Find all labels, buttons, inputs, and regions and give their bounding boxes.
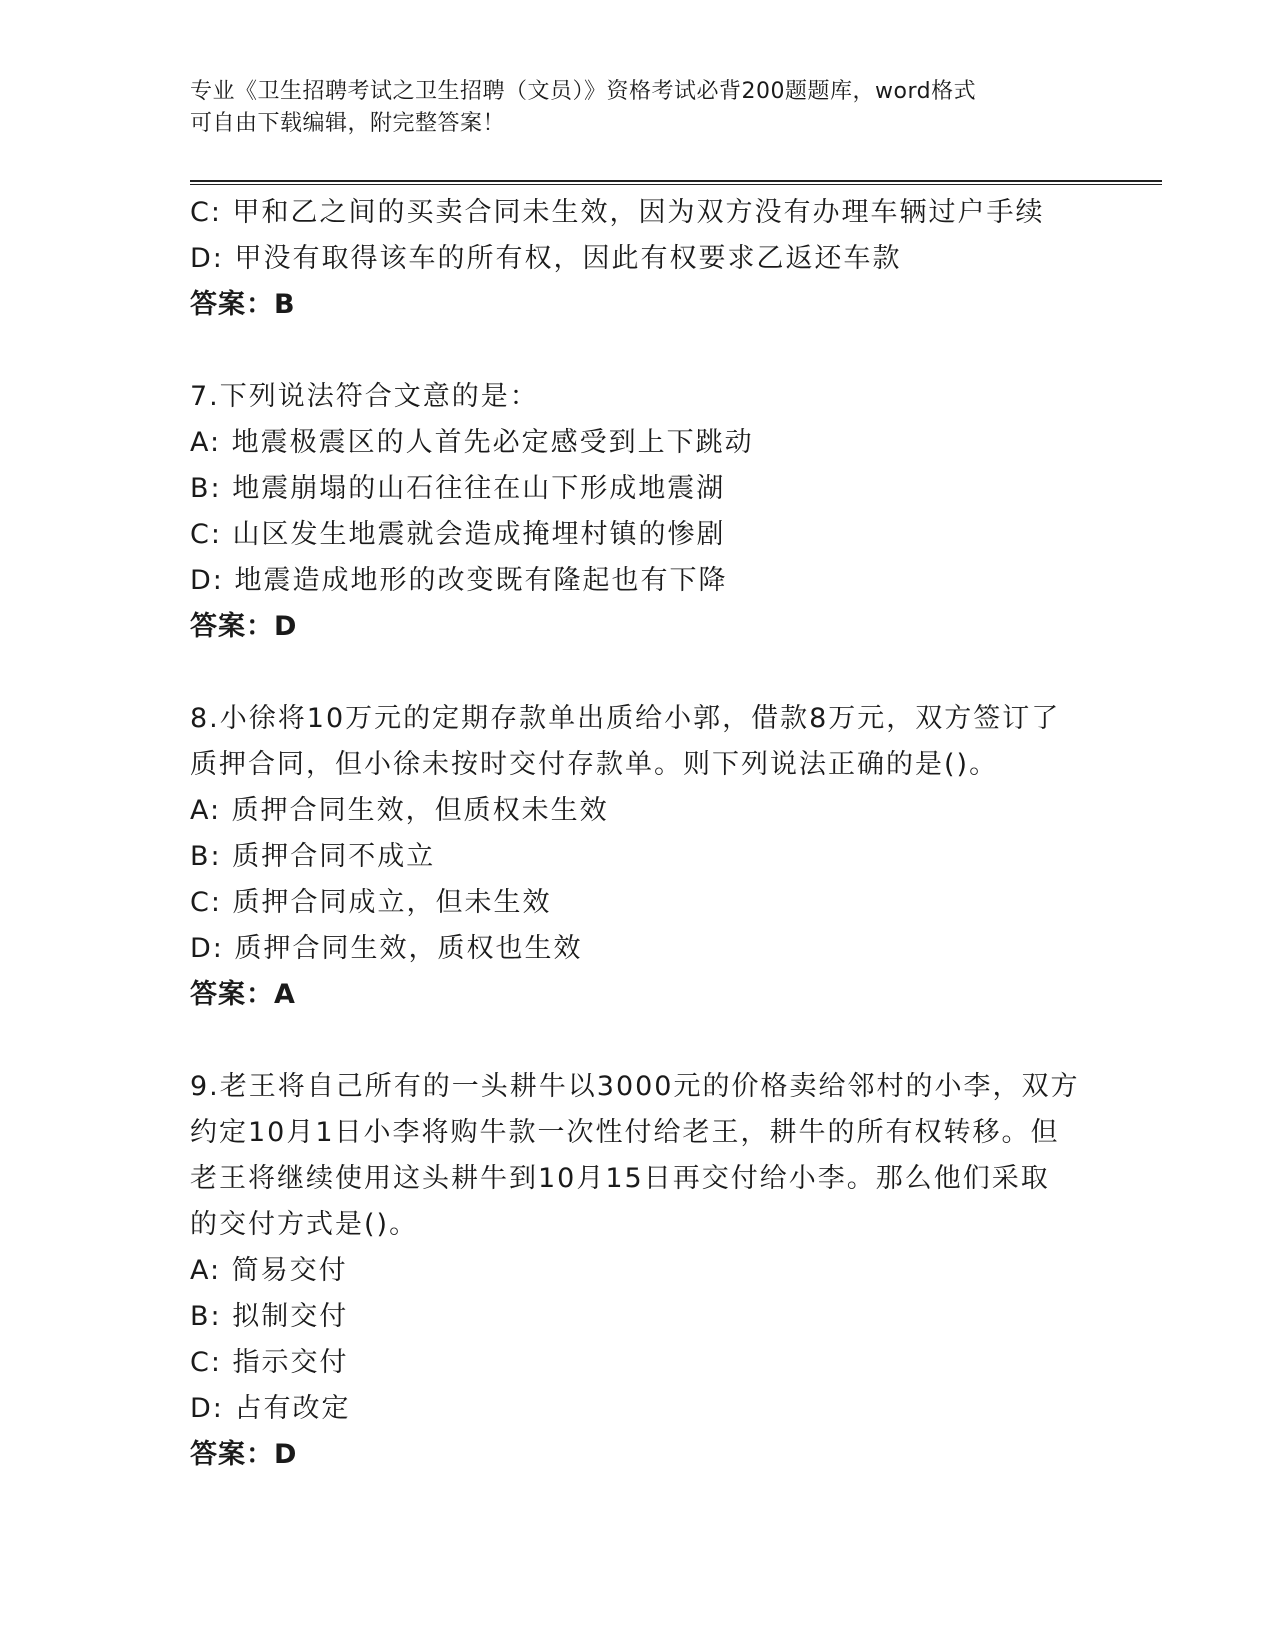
question-text: 7.下列说法符合文意的是：: [190, 381, 539, 412]
answer-line: 答案：D: [190, 1439, 298, 1470]
header-line-1: 专业《卫生招聘考试之卫生招聘（文员）》资格考试必背200题题库，word格式: [190, 79, 977, 104]
question-text-line-1: 9.老王将自己所有的一头耕牛以3000元的价格卖给邻村的小李，双方: [190, 1071, 1080, 1102]
option-c: C: 指示交付: [190, 1347, 349, 1378]
option-a: A: 地震极震区的人首先必定感受到上下跳动: [190, 427, 754, 458]
question-text-line-3: 老王将继续使用这头耕牛到10月15日再交付给小李。那么他们采取: [190, 1163, 1050, 1194]
option-b: B: 质押合同不成立: [190, 841, 436, 872]
document-body: [190, 190, 1090, 1524]
header-rule-thick: [190, 180, 1162, 182]
question-text-line-2: 质押合同，但小徐未按时交付存款单。则下列说法正确的是()。: [190, 749, 999, 780]
header-rule-thin: [190, 184, 1162, 185]
option-b: B: 地震崩塌的山石往往在山下形成地震湖: [190, 473, 726, 504]
answer-line: 答案：B: [190, 289, 296, 320]
option-a: A: 质押合同生效，但质权未生效: [190, 795, 609, 826]
question-9: [190, 1064, 1090, 1478]
answer-line: 答案：A: [190, 979, 296, 1010]
question-text-line-1: 8.小徐将10万元的定期存款单出质给小郭，借款8万元，双方签订了: [190, 703, 1061, 734]
document-header: [190, 76, 1090, 140]
question-text-line-2: 约定10月1日小李将购牛款一次性付给老王，耕牛的所有权转移。但: [190, 1117, 1060, 1148]
option-d: D: 质押合同生效，质权也生效: [190, 933, 583, 964]
option-c: C: 甲和乙之间的买卖合同未生效，因为双方没有办理车辆过户手续: [190, 197, 1045, 228]
option-c: C: 质押合同成立，但未生效: [190, 887, 552, 918]
option-a: A: 简易交付: [190, 1255, 348, 1286]
option-b: B: 拟制交付: [190, 1301, 349, 1332]
header-line-2: 可自由下载编辑，附完整答案！: [190, 111, 506, 136]
question-text-line-4: 的交付方式是()。: [190, 1209, 419, 1240]
option-d: D: 地震造成地形的改变既有隆起也有下降: [190, 565, 728, 596]
option-d: D: 甲没有取得该车的所有权，因此有权要求乙返还车款: [190, 243, 902, 274]
question-7: [190, 374, 1090, 650]
answer-line: 答案：D: [190, 611, 298, 642]
question-8: [190, 696, 1090, 1018]
question-6-continuation: [190, 190, 1090, 328]
option-d: D: 占有改定: [190, 1393, 351, 1424]
option-c: C: 山区发生地震就会造成掩埋村镇的惨剧: [190, 519, 726, 550]
